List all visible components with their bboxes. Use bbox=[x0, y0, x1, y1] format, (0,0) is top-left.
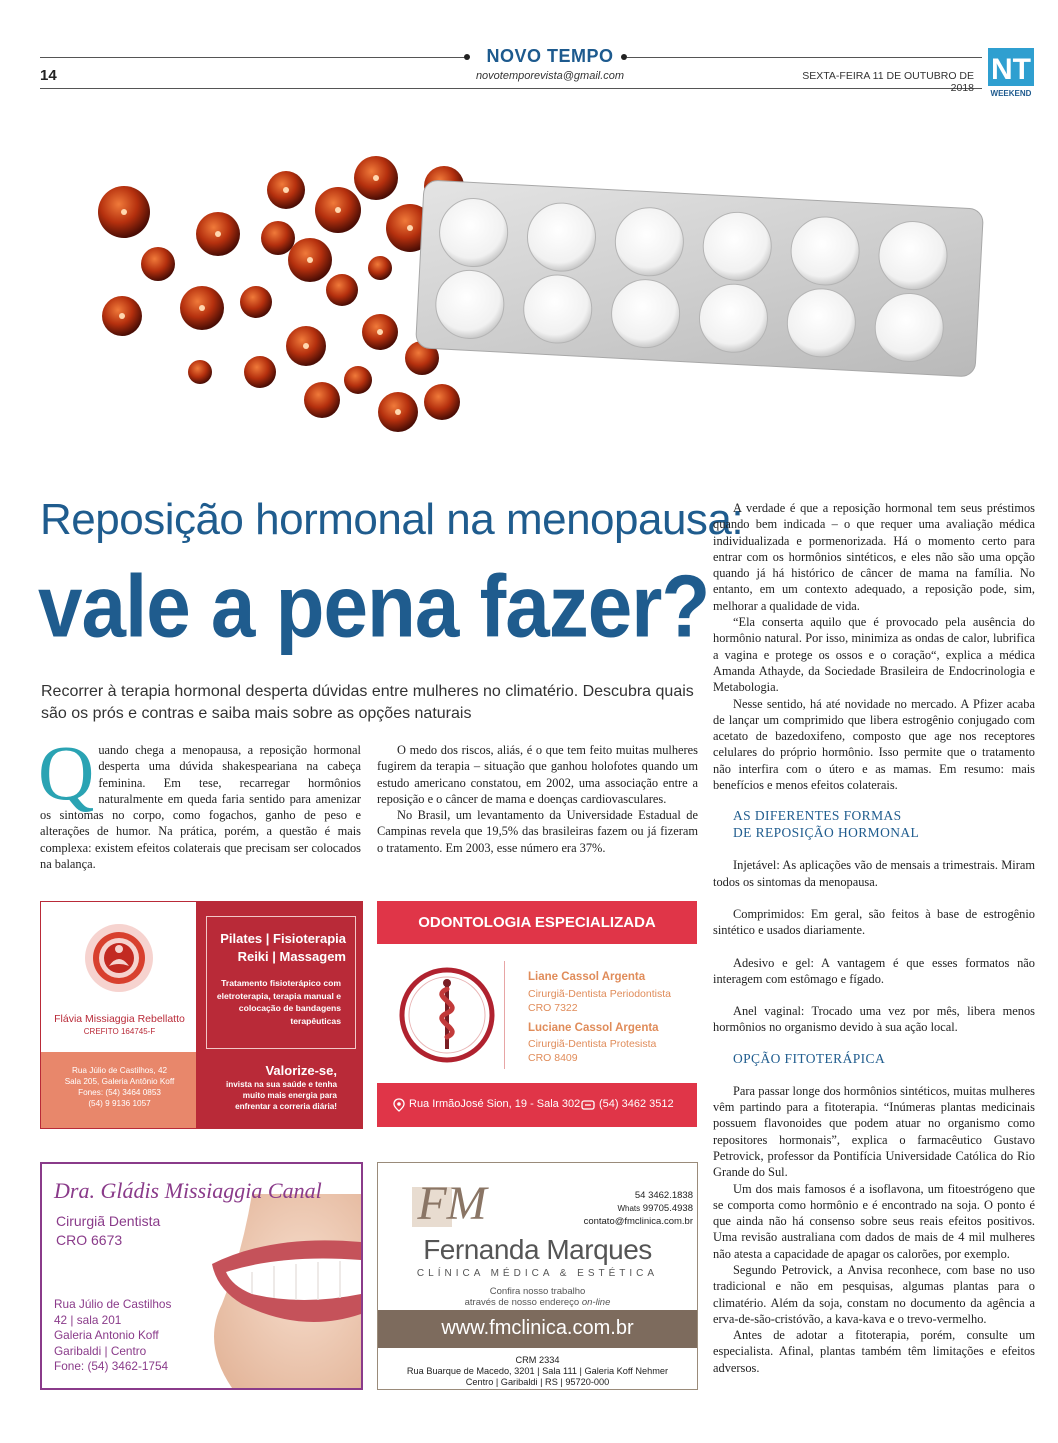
masthead-email[interactable]: novotemporevista@gmail.com bbox=[475, 70, 625, 82]
smile-photo bbox=[192, 1194, 361, 1388]
masthead: NOVO TEMPO bbox=[486, 46, 614, 66]
dentist-1-info: Cirurgiã-Dentista Periodontista CRO 7322 bbox=[528, 988, 671, 1014]
col3-paragraph-5: Um dos mais famosos é a isoflavona, um fitoestrógeno que se comporta como hormônio e é encontrado na soja. O ponto é que ainda não há consenso sobre seus reais efeitos positivos. Uma revisão australiana com dados de mais de 4 mil mulheres não atesta a capacidade de apagar os calorões, por exemplo. bbox=[713, 1181, 1035, 1261]
odonto-phone[interactable]: (54) 3462 3512 bbox=[599, 1098, 674, 1110]
fm-confira: Confira nosso trabalho através de nosso endereço on-line bbox=[464, 1286, 611, 1308]
fm-website-link[interactable]: www.fmclinica.com.br bbox=[441, 1317, 634, 1339]
flavia-slogan-sub: invista na sua saúde e tenha muito mais energia para enfrentar a correria diária! bbox=[225, 1080, 337, 1111]
fm-monogram: FM bbox=[417, 1177, 487, 1230]
ad-fernanda-marques[interactable] bbox=[377, 1162, 698, 1390]
caduceus-icon bbox=[399, 967, 495, 1063]
gladis-role: Cirurgiã Dentista CRO 6673 bbox=[56, 1213, 161, 1248]
lotus-logo-icon bbox=[83, 922, 155, 994]
col2-paragraph-2: No Brasil, um levantamento da Universidade Estadual de Campinas revela que 19,5% das brasileiras fazem ou já fizeram o tratamento. Em 2003, esse número era 37%. bbox=[377, 808, 698, 855]
col3-paragraph-3: Nesse sentido, há até novidade no mercado. A Pfizer acaba de lançar um comprimido que libera estrogênio conjugado com acetato de bazedoxifeno, composto que age nos receptores celulares do próprio hormônio. Isso permite que o tratamento não interfira com o útero e as mamas. Em resumo: mais benefícios e menos efeitos colaterais. bbox=[713, 696, 1035, 793]
form-injetavel: Injetável: As aplicações vão de mensais a trimestrais. Miram todos os sintomas da menopausa. bbox=[713, 858, 1035, 889]
article-column-3 bbox=[713, 500, 1035, 1376]
standfirst: Recorrer à terapia hormonal desperta dúvidas entre mulheres no climatério. Descubra quais são os prós e contras e saiba mais sobre as opções naturais bbox=[41, 683, 694, 722]
fm-contacts: 54 3462.1838 Whats 99705.4938 contato@fmclinica.com.br bbox=[583, 1190, 693, 1227]
ad-gladis-dentista[interactable] bbox=[40, 1162, 363, 1390]
flavia-description: Tratamento fisioterápico com eletroterapia, terapia manual e colocação de bandagens terapêuticas bbox=[216, 978, 341, 1026]
nt-weekend-logo bbox=[988, 48, 1034, 98]
ad-odontologia[interactable] bbox=[377, 901, 697, 1127]
subhead-formas-line-1: AS DIFERENTES FORMAS bbox=[733, 808, 902, 824]
odonto-title: ODONTOLOGIA ESPECIALIZADA bbox=[418, 914, 656, 931]
col3-paragraph-6: Segundo Petrovick, a Anvisa reconhece, com base no uso tradicional e não em pesquisas, algumas plantas para o climatério. Além da soja, constam no documento da agência a erva-de-são-cristóvão, a kava-kava e o trevo-vermelho. bbox=[713, 1262, 1035, 1326]
flavia-address: Rua Júlio de Castilhos, 42 Sala 205, Galeria Antônio Koff Fones: (54) 3464 0853 (54) 9 9136 1057 bbox=[64, 1066, 175, 1108]
fm-monogram-logo bbox=[392, 1169, 512, 1235]
drop-cap: Q bbox=[38, 729, 95, 816]
col3-paragraph-4: Para passar longe dos hormônios sintéticos, muitas mulheres vêm partindo para a fitoterapia. “Inúmeras plantas medicinais possuem flavonoides que podem atuar no organismo como repositores hormonais”, explica o farmacêutico Gustavo Petrovick, professor da Pontifícia Universidade Católica do Rio Grande do Sul. bbox=[713, 1083, 1035, 1180]
form-comprimidos: Comprimidos: Em geral, são feitos à base de estrogênio sintético e usados diariamente. bbox=[713, 906, 1035, 938]
blister-pack bbox=[416, 180, 984, 377]
headline-line-1: Reposição hormonal na menopausa: bbox=[40, 495, 744, 544]
dentist-1-name: Liane Cassol Argenta bbox=[528, 971, 646, 983]
odonto-address: Rua IrmãoJosé Sion, 19 - Sala 302 bbox=[409, 1098, 581, 1110]
col2-paragraph-1: O medo dos riscos, aliás, é o que tem feito muitas mulheres fugirem da terapia – situação que ganhou holofotes quando um estudo americano constatou, em 2002, uma associação entre a reposição e o câncer de mama e doenças cardiovasculares. bbox=[377, 743, 698, 806]
page-number: 14 bbox=[40, 67, 57, 84]
flavia-slogan: Valorize-se, bbox=[265, 1063, 337, 1078]
dateline: SEXTA-FEIRA 11 DE OUTUBRO DE 2018 bbox=[802, 70, 974, 94]
gladis-address: Rua Júlio de Castilhos 42 | sala 201 Galeria Antonio Koff Garibaldi | Centro Fone: (54) 3462-1754 bbox=[54, 1297, 172, 1373]
col3-paragraph-7: Antes de adotar a fitoterapia, porém, consulte um especialista. Afinal, plantas também têm limitações e efeitos adversos. bbox=[713, 1328, 1035, 1375]
header-rule-right bbox=[627, 57, 982, 58]
fm-subtitle: CLÍNICA MÉDICA & ESTÉTICA bbox=[416, 1268, 659, 1279]
subhead-fitoterapica: OPÇÃO FITOTERÁPICA bbox=[733, 1050, 886, 1066]
header-rule-left bbox=[40, 57, 465, 58]
article-column-1 bbox=[38, 729, 361, 872]
dentist-2-info: Cirurgiã-Dentista Protesista CRO 8409 bbox=[528, 1038, 657, 1064]
hero-image-pills bbox=[80, 140, 1000, 450]
dentist-2-name: Luciane Cassol Argenta bbox=[528, 1022, 659, 1034]
phone-icon bbox=[581, 1099, 595, 1111]
gladis-name: Dra. Gládis Missiaggia Canal bbox=[54, 1178, 322, 1203]
logo-letters: NT bbox=[991, 53, 1031, 86]
map-pin-icon bbox=[393, 1098, 405, 1112]
logo-tag: WEEKEND bbox=[990, 89, 1032, 98]
col1-paragraph-1: uando chega a menopausa, a reposição hormonal desperta uma dúvida shakespeariana na cabeça feminina. Em tese, recarregar hormônios naturalmente em queda faria sentido para amenizar os sintomas no corpo, como fogachos, ganho de peso e alterações de humor. Na prática, porém, a questão é mais complexa: existem efeitos colaterais que precisam ser colocados na balança. bbox=[40, 743, 361, 872]
flavia-crefito: CREFITO 164745-F bbox=[83, 1027, 156, 1036]
fm-name: Fernanda Marques bbox=[423, 1234, 652, 1265]
headline-line-2: vale a pena fazer? bbox=[38, 557, 710, 655]
flavia-services: Pilates | Fisioterapia Reiki | Massagem bbox=[220, 931, 346, 964]
col3-paragraph-2: “Ela conserta aquilo que é provocado pela ausência do hormônio natural. Por isso, minimiza as ondas de calor, lubrifica a vagina e protege os ossos e o coração“, explica a médica Amanda Athayde, da Sociedade Brasileira de Endocrinologia e Metabologia. bbox=[713, 615, 1035, 695]
ad-flavia-fisioterapia[interactable] bbox=[40, 901, 363, 1129]
col3-paragraph-1: A verdade é que a reposição hormonal tem seus préstimos quando bem indicada – o que requer uma avaliação médica individualizada e pormenorizada. Há o momento certo para entrar com os hormônios sintéticos, e eles não são uma opção quando já há histórico de câncer de mama na família. No entanto, em um contexto adequado, a reposição pode, sim, melhorar a qualidade de vida. bbox=[713, 501, 1035, 613]
form-anel-vaginal: Anel vaginal: Trocado uma vez por mês, libera menos hormônios no organismo devido à sua ação local. bbox=[713, 1004, 1035, 1035]
article-column-2 bbox=[377, 742, 698, 856]
flavia-name: Flávia Missiaggia Rebellatto bbox=[54, 1013, 185, 1025]
subhead-formas-line-2: DE REPOSIÇÃO HORMONAL bbox=[733, 825, 920, 841]
form-adesivo-gel: Adesivo e gel: A vantagem é que esses formatos não interagem com estômago e fígado. bbox=[713, 955, 1035, 986]
fm-crm-address: CRM 2334 Rua Buarque de Macedo, 3201 | Sala 111 | Galeria Koff Nehmer Centro | Garibaldi | RS | 95720-000 bbox=[406, 1355, 669, 1387]
